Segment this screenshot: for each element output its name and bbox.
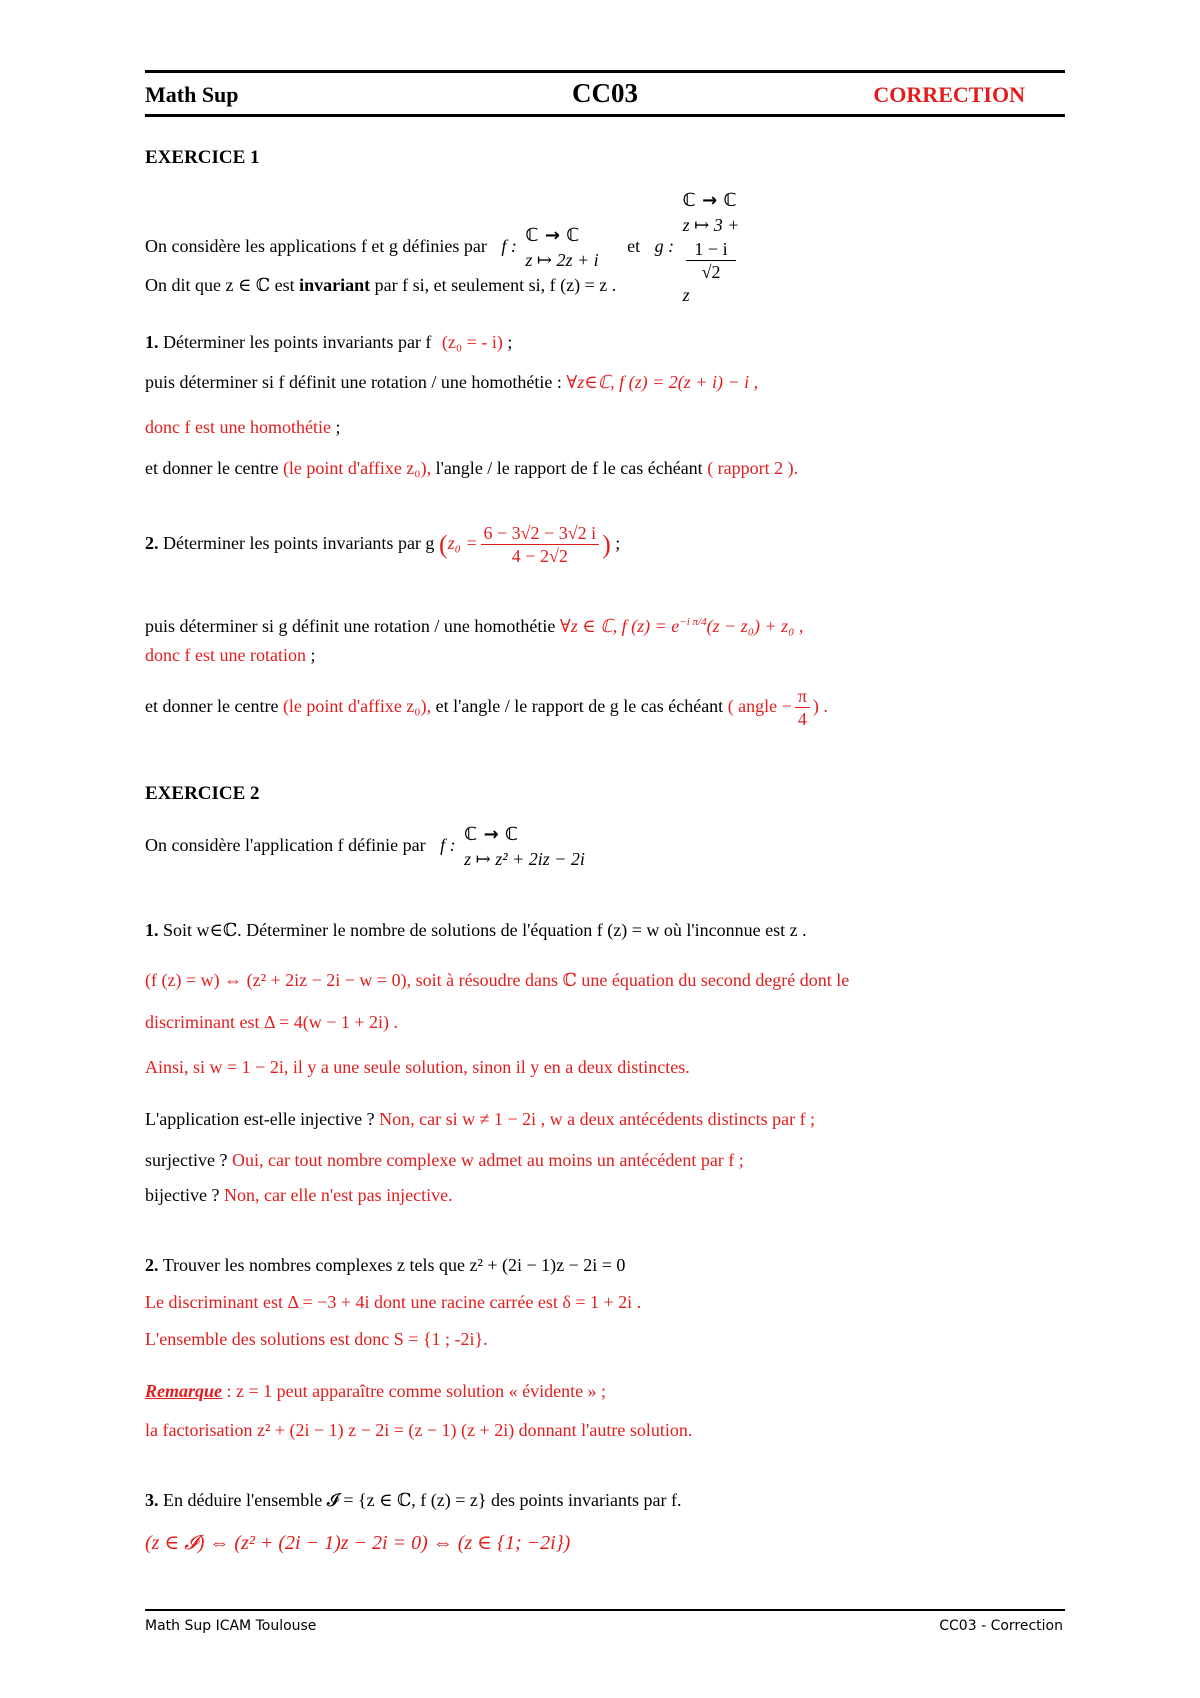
ex2-f-map: ℂ → ℂ z ↦ z² + 2iz − 2i bbox=[464, 824, 585, 869]
ex1-q2-line3: donc f est une rotation ; bbox=[145, 645, 316, 665]
ex2-q2-answer-2: L'ensemble des solutions est donc S = {1 ; -2i}. bbox=[145, 1329, 488, 1349]
ex2-bijective: bijective ? Non, car elle n'est pas injective. bbox=[145, 1185, 453, 1205]
ex2-q2: 2. Trouver les nombres complexes z tels que z² + (2i − 1)z − 2i = 0 bbox=[145, 1255, 626, 1275]
ex2-title: EXERCICE 2 bbox=[145, 783, 260, 804]
ex1-intro-line: On considère les applications f et g définies par f : ℂ → ℂ z ↦ 2z + i et g : ℂ → ℂ z ↦ 3 + 1 − i √2 z bbox=[145, 188, 739, 308]
ex1-q1-line4: et donner le centre (le point d'affixe z₀), l'angle / le rapport de f le cas échéant ( rapport 2 ). bbox=[145, 458, 799, 478]
ex1-title: EXERCICE 1 bbox=[145, 147, 260, 168]
header-correction: CORRECTION bbox=[873, 82, 1025, 107]
ex1-q1-line3: donc f est une homothétie ; bbox=[145, 417, 341, 437]
header-bottom-rule bbox=[145, 114, 1065, 117]
ex2-remark-line2: la factorisation z² + (2i − 1) z − 2i = (z − 1) (z + 2i) donnant l'autre solution. bbox=[145, 1420, 693, 1440]
ex1-invariant-def: On dit que z ∈ ℂ est invariant par f si, et seulement si, f (z) = z . bbox=[145, 275, 617, 295]
ex1-intro: On considère les applications f et g définies par bbox=[145, 236, 487, 257]
ex2-intro-line: On considère l'application f définie par f : ℂ → ℂ z ↦ z² + 2iz − 2i bbox=[145, 822, 585, 872]
ex2-surjective: surjective ? Oui, car tout nombre complexe w admet au moins un antécédent par f ; bbox=[145, 1150, 744, 1170]
header-course: Math Sup bbox=[145, 82, 239, 107]
ex1-q2-line4: et donner le centre (le point d'affixe z₀), et l'angle / le rapport de g le cas échéant ( angle − $\frac{\pi}{4}$ ) . bbox=[145, 686, 828, 730]
ex2-q1-answer-2: discriminant est Δ = 4(w − 1 + 2i) . bbox=[145, 1012, 399, 1032]
ex2-q3: 3. En déduire l'ensemble 𝓘 = {z ∈ ℂ, f (z) = z} des points invariants par f. bbox=[145, 1490, 682, 1510]
document-page bbox=[145, 0, 1065, 1698]
ex2-q3-answer: (z ∈ 𝓘) ⇔ (z² + (2i − 1)z − 2i = 0) ⇔ (z ∈ {1; −2i}) bbox=[145, 1532, 571, 1554]
ex1-f-map: ℂ → ℂ z ↦ 2z + i bbox=[525, 225, 599, 270]
ex1-q2-line2: puis déterminer si g définit une rotation / une homothétie ∀z ∈ ℂ, f $(z) = e^{-i \pi/4}(z - z_0) + z_0$ , bbox=[145, 616, 804, 636]
ex1-q1-line2: puis déterminer si f définit une rotation / une homothétie : ∀z∈ℂ, f (z) = 2(z + i) − i , bbox=[145, 372, 759, 392]
ex2-q1: 1. Soit w∈ℂ. Déterminer le nombre de solutions de l'équation f (z) = w où l'inconnue est z . bbox=[145, 920, 807, 940]
ex1-g-map: ℂ → ℂ z ↦ 3 + 1 − i √2 z bbox=[682, 190, 740, 305]
header-code: CC03 bbox=[572, 78, 638, 108]
footer-rule bbox=[145, 1609, 1065, 1611]
ex2-q1-answer-3: Ainsi, si w = 1 − 2i, il y a une seule solution, sinon il y en a deux distinctes. bbox=[145, 1057, 690, 1077]
footer-doc: CC03 - Correction bbox=[939, 1618, 1063, 1634]
footer-school: Math Sup ICAM Toulouse bbox=[145, 1618, 317, 1634]
page-header bbox=[145, 78, 1065, 112]
ex2-remark: Remarque : z = 1 peut apparaître comme solution « évidente » ; bbox=[145, 1381, 607, 1401]
ex2-injective: L'application est-elle injective ? Non, car si w ≠ 1 − 2i , w a deux antécédents distincts par f ; bbox=[145, 1109, 816, 1129]
ex1-q1: 1. Déterminer les points invariants par f (z₀ = - i) ; bbox=[145, 332, 513, 352]
ex1-q2: 2. Déterminer les points invariants par g (z₀ = $\frac{6 - 3√2 - 3√2 i}{4 - 2√2}$ ) ; bbox=[145, 523, 621, 567]
header-top-rule bbox=[145, 70, 1065, 73]
ex2-q1-answer-1: (f (z) = w) ⇔ (z² + 2iz − 2i − w = 0), soit à résoudre dans ℂ une équation du second degré dont le bbox=[145, 970, 850, 990]
ex1-q2-answer: (z₀ = $\frac{6 - 3√2 - 3√2 i}{4 - 2√2}$ ) bbox=[438, 523, 611, 567]
ex2-q2-answer-1: Le discriminant est Δ = −3 + 4i dont une racine carrée est δ = 1 + 2i . bbox=[145, 1292, 642, 1312]
